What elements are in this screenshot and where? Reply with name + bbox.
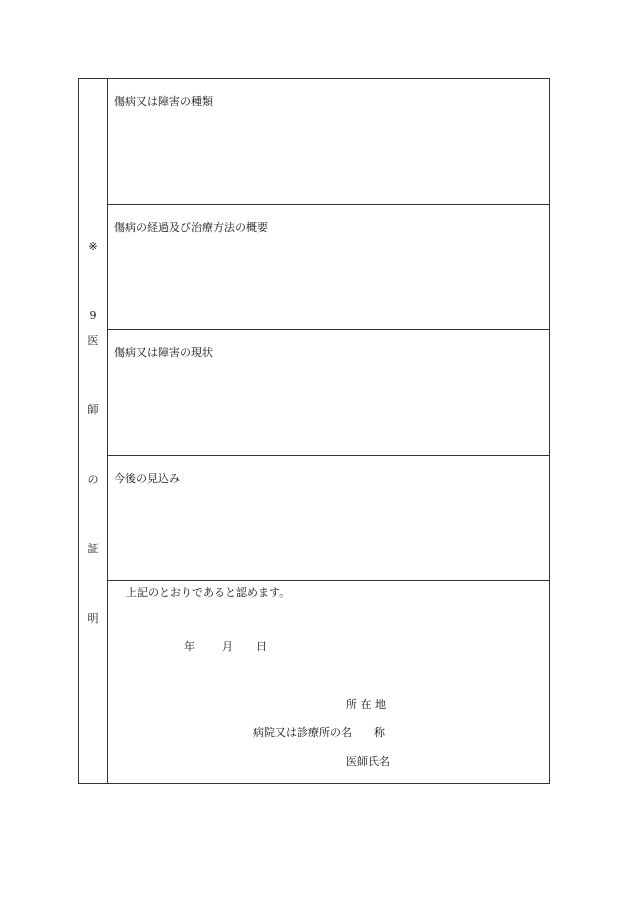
doctor-name-label: 医師氏名 (346, 755, 390, 768)
section-current-condition[interactable] (108, 330, 549, 456)
address-label: 所 在 地 (346, 698, 386, 711)
section-label: 傷病又は障害の現状 (114, 346, 213, 359)
side-char-3: の (87, 473, 99, 486)
date-year-label[interactable]: 年 (184, 640, 195, 653)
side-char-5: 明 (87, 612, 99, 625)
side-heading-column (79, 79, 108, 783)
section-label: 傷病の経過及び治療方法の概要 (114, 221, 268, 234)
medical-certificate-form (78, 78, 550, 784)
side-char-2: 師 (87, 403, 99, 416)
section-prognosis[interactable] (108, 456, 549, 581)
section-label: 傷病又は障害の種類 (114, 95, 213, 108)
side-char-4: 証 (87, 542, 99, 555)
section-label: 今後の見込み (114, 472, 180, 485)
institution-name-label: 病院又は診療所の名 称 (253, 726, 385, 739)
date-day-label[interactable]: 日 (256, 640, 267, 653)
section-treatment-summary[interactable] (108, 205, 549, 330)
section-certification (108, 581, 549, 785)
date-month-label[interactable]: 月 (222, 640, 233, 653)
section-injury-type[interactable] (108, 79, 549, 205)
side-char-1: 医 (87, 334, 99, 347)
side-number: 9 (89, 309, 97, 322)
side-mark: ※ (88, 240, 98, 253)
certification-statement: 上記のとおりであると認めます。 (126, 586, 291, 599)
